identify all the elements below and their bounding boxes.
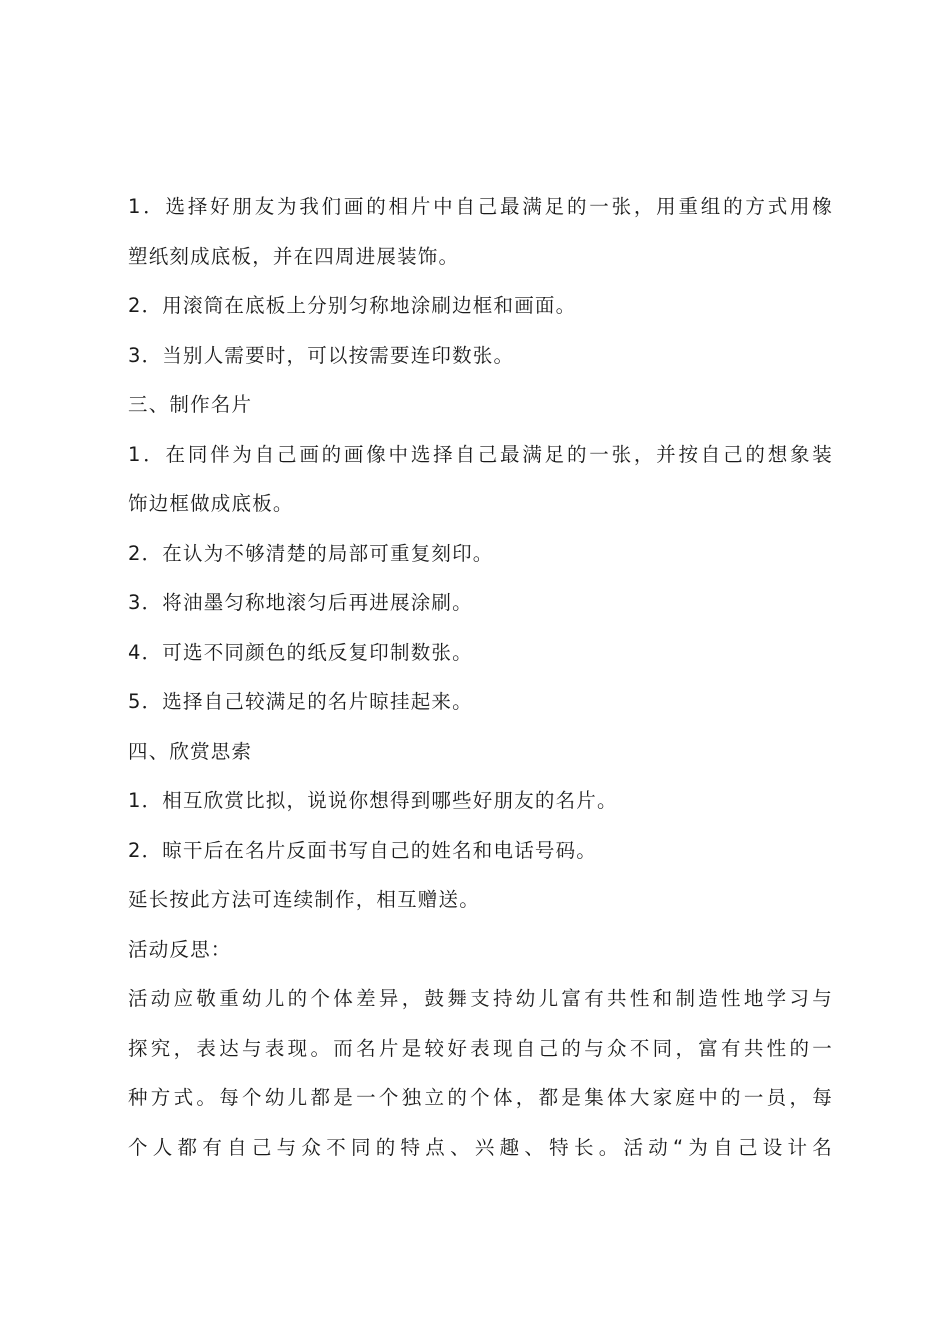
item-1-line-2: 塑纸刻成底板，并在四周进展装饰。 xyxy=(128,244,460,268)
section-heading-make-cards: 三、制作名片 xyxy=(128,393,253,416)
reflection-heading: 活动反思： xyxy=(128,937,232,961)
reflection-line-2: 探究，表达与表现。而名片是较好表现自己的与众不同，富有共性的一 xyxy=(128,1036,833,1060)
section4-item-2: 2．晾干后在名片反面书写自己的姓名和电话号码。 xyxy=(128,838,598,862)
document-body xyxy=(128,186,833,1176)
item-3: 3．当别人需要时，可以按需要连印数张。 xyxy=(128,343,515,367)
reflection-line-4: 个人都有自己与众不同的特点、兴趣、特长。活动“为自己设计名 xyxy=(128,1135,833,1159)
section3-item-2: 2．在认为不够清楚的局部可重复刻印。 xyxy=(128,541,494,565)
extension-text: 延长按此方法可连续制作，相互赠送。 xyxy=(128,888,480,911)
section3-item-1-line-2: 饰边框做成底板。 xyxy=(128,492,294,515)
section3-item-3: 3．将油墨匀称地滚匀后再进展涂刷。 xyxy=(128,591,473,614)
reflection-line-3: 种方式。每个幼儿都是一个独立的个体，都是集体大家庭中的一员，每 xyxy=(128,1086,833,1109)
item-1-line-1: 1．选择好朋友为我们画的相片中自己最满足的一张，用重组的方式用橡 xyxy=(128,195,833,218)
reflection-line-1: 活动应敬重幼儿的个体差异，鼓舞支持幼儿富有共性和制造性地学习与 xyxy=(128,987,833,1010)
section4-item-1: 1．相互欣赏比拟，说说你想得到哪些好朋友的名片。 xyxy=(128,789,618,812)
item-2: 2．用滚筒在底板上分别匀称地涂刷边框和画面。 xyxy=(128,294,577,317)
section3-item-1-line-1: 1．在同伴为自己画的画像中选择自己最满足的一张，并按自己的想象装 xyxy=(128,442,833,466)
section-heading-appreciate: 四、欣赏思索 xyxy=(128,739,253,763)
section3-item-5: 5．选择自己较满足的名片晾挂起来。 xyxy=(128,690,473,713)
section3-item-4: 4．可选不同颜色的纸反复印制数张。 xyxy=(128,640,473,664)
